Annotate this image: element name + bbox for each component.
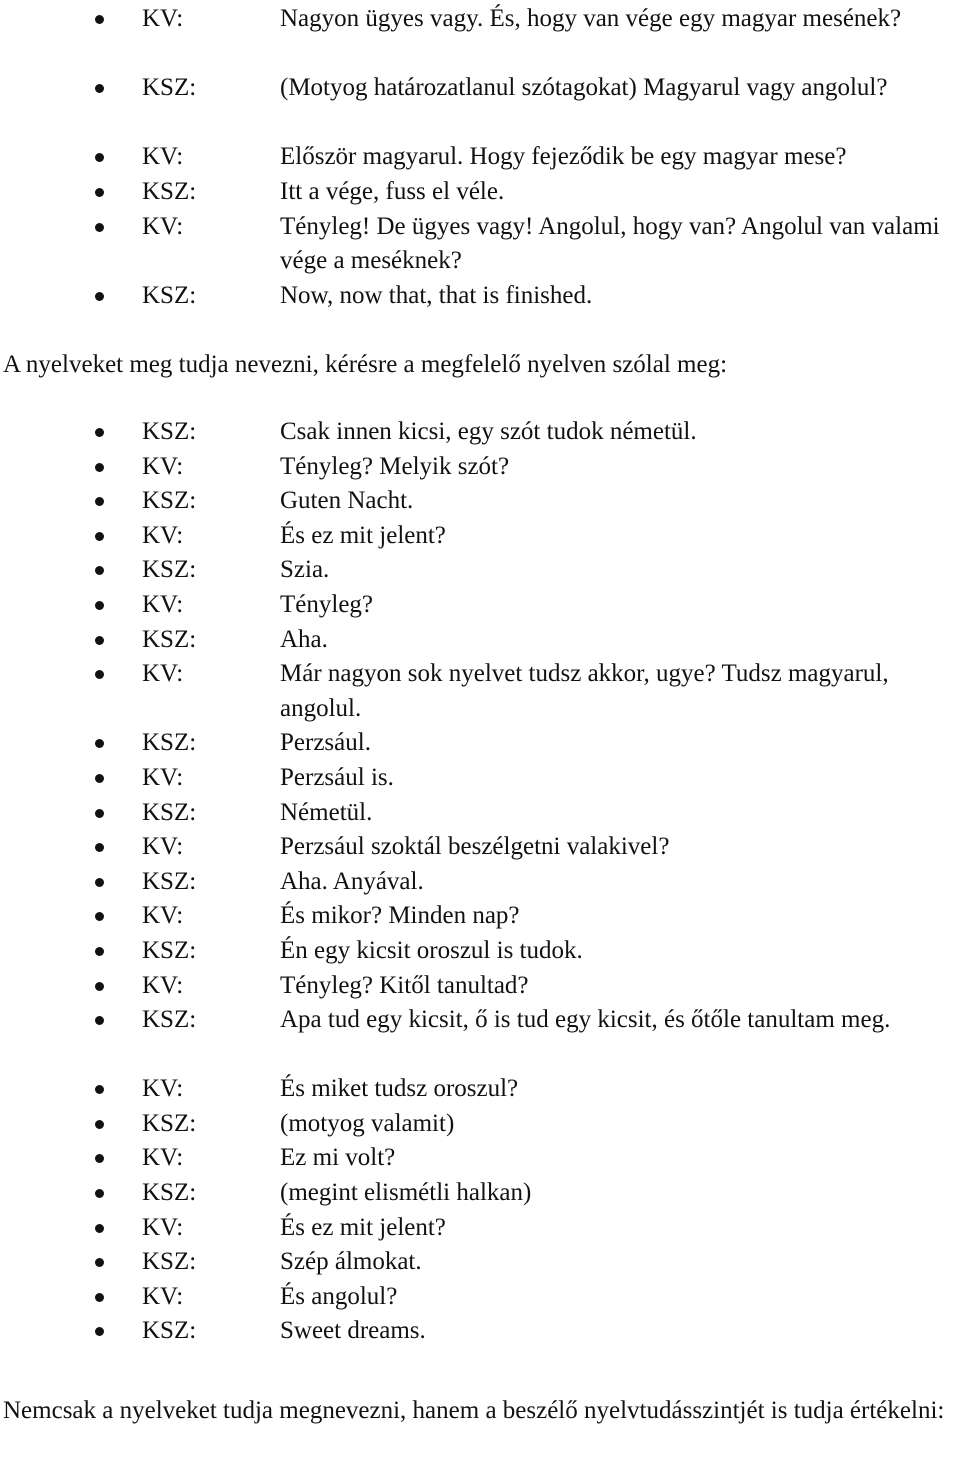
bullet-icon [95, 223, 104, 232]
dialogue-item [0, 1141, 960, 1176]
utterance-text: És ez mit jelent? [280, 521, 446, 549]
dialogue-item [0, 450, 960, 485]
bullet-icon [95, 428, 104, 437]
dialogue-item [0, 899, 960, 934]
speaker-label: KV: [142, 1144, 184, 1172]
dialogue-item [0, 519, 960, 554]
utterance-text: Először magyarul. Hogy fejeződik be egy magyar mese? [280, 143, 847, 171]
speaker-label: KV: [142, 660, 184, 688]
bullet-icon [95, 566, 104, 575]
bullet-icon [95, 982, 104, 991]
bullet-icon [95, 84, 104, 93]
bullet-icon [95, 1293, 104, 1302]
utterance-text: (motyog valamit) [280, 1109, 455, 1137]
dialogue-item [0, 2, 960, 71]
utterance-text: Itt a vége, fuss el véle. [280, 177, 505, 205]
utterance-text: És ez mit jelent? [280, 1213, 446, 1241]
utterance-text: (megint elismétli halkan) [280, 1179, 532, 1207]
dialogue-item [0, 588, 960, 623]
speaker-label: KSZ: [142, 177, 197, 205]
bullet-icon [95, 153, 104, 162]
utterance-text: Apa tud egy kicsit, ő is tud egy kicsit, és őtőle tanultam meg. [280, 1006, 891, 1034]
bullet-icon [95, 1327, 104, 1336]
dialogue-item [0, 1176, 960, 1211]
speaker-label: KSZ: [142, 1006, 197, 1034]
bullet-icon [95, 292, 104, 301]
bullet-icon [95, 809, 104, 818]
bullet-icon [95, 1258, 104, 1267]
dialogue-item [0, 1245, 960, 1280]
utterance-text: Szép álmokat. [280, 1248, 422, 1276]
dialogue-item [0, 71, 960, 140]
dialogue-item [0, 1211, 960, 1246]
utterance-text: (Motyog határozatlanul szótagokat) Magyarul vagy angolul? [280, 74, 888, 102]
paragraph-2: Nemcsak a nyelveket tudja megnevezni, hanem a beszélő nyelvtudásszintjét is tudja értékelni: [3, 1397, 945, 1424]
dialogue-item [0, 140, 960, 175]
dialogue-item [0, 1072, 960, 1107]
bullet-icon [95, 1016, 104, 1025]
speaker-label: KV: [142, 5, 184, 32]
bullet-icon [95, 1120, 104, 1129]
dialogue-item [0, 623, 960, 658]
speaker-label: KV: [142, 590, 184, 618]
speaker-label: KV: [142, 971, 184, 999]
dialogue-item [0, 934, 960, 969]
bullet-icon [95, 1085, 104, 1094]
utterance-text: Tényleg? Kitől tanultad? [280, 971, 529, 999]
speaker-label: KSZ: [142, 1317, 197, 1345]
dialogue-item [0, 553, 960, 588]
utterance-text: Guten Nacht. [280, 487, 414, 515]
speaker-label: KSZ: [142, 625, 197, 653]
speaker-label: KSZ: [142, 729, 197, 757]
utterance-text: És angolul? [280, 1282, 398, 1310]
dialogue-item [0, 1314, 960, 1349]
bullet-icon [95, 1189, 104, 1198]
dialogue-item [0, 1003, 960, 1072]
speaker-label: KSZ: [142, 487, 197, 515]
utterance-text: Már nagyon sok nyelvet tudsz akkor, ugye? Tudsz magyarul, angolul. [280, 660, 889, 722]
dialogue-item [0, 830, 960, 865]
dialogue-list-2 [0, 415, 960, 1349]
speaker-label: KV: [142, 1075, 184, 1103]
speaker-label: KSZ: [142, 1248, 197, 1276]
utterance-text: Tényleg? [280, 590, 374, 618]
utterance-text: Sweet dreams. [280, 1317, 426, 1345]
utterance-text: Aha. Anyával. [280, 867, 424, 895]
speaker-label: KV: [142, 763, 184, 791]
utterance-text: Aha. [280, 625, 328, 653]
paragraph-1: A nyelveket meg tudja nevezni, kérésre a megfelelő nyelven szólal meg: [3, 351, 728, 378]
utterance-text: Németül. [280, 798, 373, 826]
dialogue-item [0, 1107, 960, 1142]
utterance-text: Perzsául is. [280, 763, 394, 791]
utterance-text: Tényleg! De ügyes vagy! Angolul, hogy van? Angolul van valami vége a meséknek? [280, 212, 940, 275]
speaker-label: KV: [142, 833, 184, 861]
speaker-label: KSZ: [142, 74, 197, 102]
bullet-icon [95, 774, 104, 783]
utterance-text: És miket tudsz oroszul? [280, 1075, 519, 1103]
utterance-text: Now, now that, that is finished. [280, 281, 593, 309]
bullet-icon [95, 843, 104, 852]
speaker-label: KV: [142, 452, 184, 480]
dialogue-item [0, 796, 960, 831]
bullet-icon [95, 636, 104, 645]
utterance-text: Ez mi volt? [280, 1144, 396, 1172]
speaker-label: KSZ: [142, 281, 197, 309]
dialogue-item [0, 865, 960, 900]
dialogue-item [0, 726, 960, 761]
dialogue-item [0, 484, 960, 519]
speaker-label: KSZ: [142, 867, 197, 895]
speaker-label: KSZ: [142, 1109, 197, 1137]
dialogue-item [0, 657, 960, 726]
bullet-icon [95, 532, 104, 541]
bullet-icon [95, 739, 104, 748]
speaker-label: KV: [142, 1282, 184, 1310]
speaker-label: KV: [142, 1213, 184, 1241]
speaker-label: KSZ: [142, 936, 197, 964]
speaker-label: KV: [142, 212, 184, 240]
utterance-text: És mikor? Minden nap? [280, 902, 520, 930]
bullet-icon [95, 497, 104, 506]
dialogue-item [0, 1280, 960, 1315]
dialogue-item [0, 761, 960, 796]
speaker-label: KV: [142, 521, 184, 549]
bullet-icon [95, 463, 104, 472]
bullet-icon [95, 188, 104, 197]
utterance-text: Perzsául szoktál beszélgetni valakivel? [280, 833, 670, 861]
speaker-label: KV: [142, 143, 184, 171]
dialogue-item [0, 969, 960, 1004]
dialogue-list-1 [0, 2, 960, 313]
bullet-icon [95, 670, 104, 679]
dialogue-item [0, 415, 960, 450]
utterance-text: Perzsául. [280, 729, 371, 757]
utterance-text: Tényleg? Melyik szót? [280, 452, 510, 480]
dialogue-item [0, 279, 960, 314]
dialogue-item [0, 210, 960, 279]
speaker-label: KSZ: [142, 798, 197, 826]
dialogue-item [0, 175, 960, 210]
utterance-text: Csak innen kicsi, egy szót tudok németül. [280, 418, 697, 445]
bullet-icon [95, 912, 104, 921]
bullet-icon [95, 15, 104, 24]
bullet-icon [95, 947, 104, 956]
speaker-label: KSZ: [142, 418, 197, 445]
bullet-icon [95, 1224, 104, 1233]
bullet-icon [95, 601, 104, 610]
speaker-label: KSZ: [142, 1179, 197, 1207]
bullet-icon [95, 878, 104, 887]
utterance-text: Nagyon ügyes vagy. És, hogy van vége egy magyar mesének? [280, 5, 902, 32]
speaker-label: KSZ: [142, 556, 197, 584]
speaker-label: KV: [142, 902, 184, 930]
bullet-icon [95, 1154, 104, 1163]
utterance-text: Én egy kicsit oroszul is tudok. [280, 936, 583, 964]
utterance-text: Szia. [280, 556, 330, 584]
